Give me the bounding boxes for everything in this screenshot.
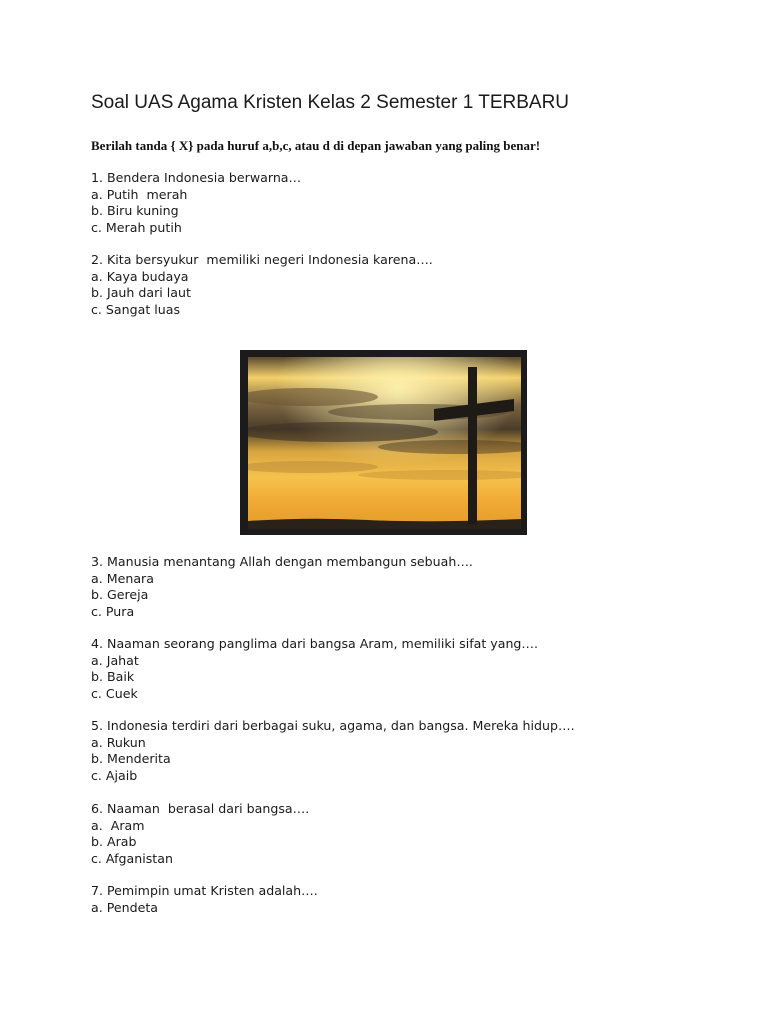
answer-option: c. Afganistan	[91, 850, 173, 866]
answer-option: a. Jahat	[91, 652, 139, 668]
question-text: 2. Kita bersyukur memiliki negeri Indonesia karena….	[91, 252, 433, 267]
answer-option: c. Ajaib	[91, 767, 138, 783]
question-text: 5. Indonesia terdiri dari berbagai suku, agama, dan bangsa. Mereka hidup….	[91, 718, 575, 733]
instruction-text: Berilah tanda { X} pada huruf a,b,c, atau d di depan jawaban yang paling benar!	[91, 138, 541, 153]
question-text: 1. Bendera Indonesia berwarna…	[91, 170, 302, 185]
answer-option: c. Merah putih	[91, 219, 182, 235]
answer-option: c. Pura	[91, 603, 135, 619]
page-title: Soal UAS Agama Kristen Kelas 2 Semester 1 TERBARU	[91, 92, 570, 113]
question-text: 6. Naaman berasal dari bangsa….	[91, 801, 310, 816]
answer-option: a. Rukun	[91, 734, 146, 750]
answer-option: c. Cuek	[91, 685, 138, 701]
answer-option: b. Arab	[91, 834, 137, 850]
question-3	[91, 554, 473, 620]
question-text: 4. Naaman seorang panglima dari bangsa Aram, memiliki sifat yang….	[91, 636, 539, 651]
answer-option: a. Kaya budaya	[91, 268, 189, 284]
question-7	[91, 883, 318, 916]
answer-option: b. Jauh dari laut	[91, 285, 191, 301]
answer-option: b. Gereja	[91, 587, 149, 603]
question-5	[91, 718, 575, 784]
answer-option: a. Menara	[91, 570, 154, 586]
answer-option: a. Putih merah	[91, 186, 188, 202]
answer-option: a. Aram	[91, 817, 145, 833]
answer-option: b. Baik	[91, 669, 135, 685]
answer-option: b. Biru kuning	[91, 203, 179, 219]
question-text: 3. Manusia menantang Allah dengan membangun sebuah….	[91, 554, 473, 569]
cross-sunset-photo	[240, 350, 527, 535]
question-2	[91, 252, 433, 318]
answer-option: a. Pendeta	[91, 899, 158, 915]
answer-option: b. Menderita	[91, 751, 171, 767]
answer-option: c. Sangat luas	[91, 301, 181, 317]
question-6	[91, 801, 309, 867]
question-1	[91, 170, 301, 236]
question-text: 7. Pemimpin umat Kristen adalah….	[91, 883, 318, 898]
question-4	[91, 636, 538, 702]
cross-image	[248, 357, 521, 529]
